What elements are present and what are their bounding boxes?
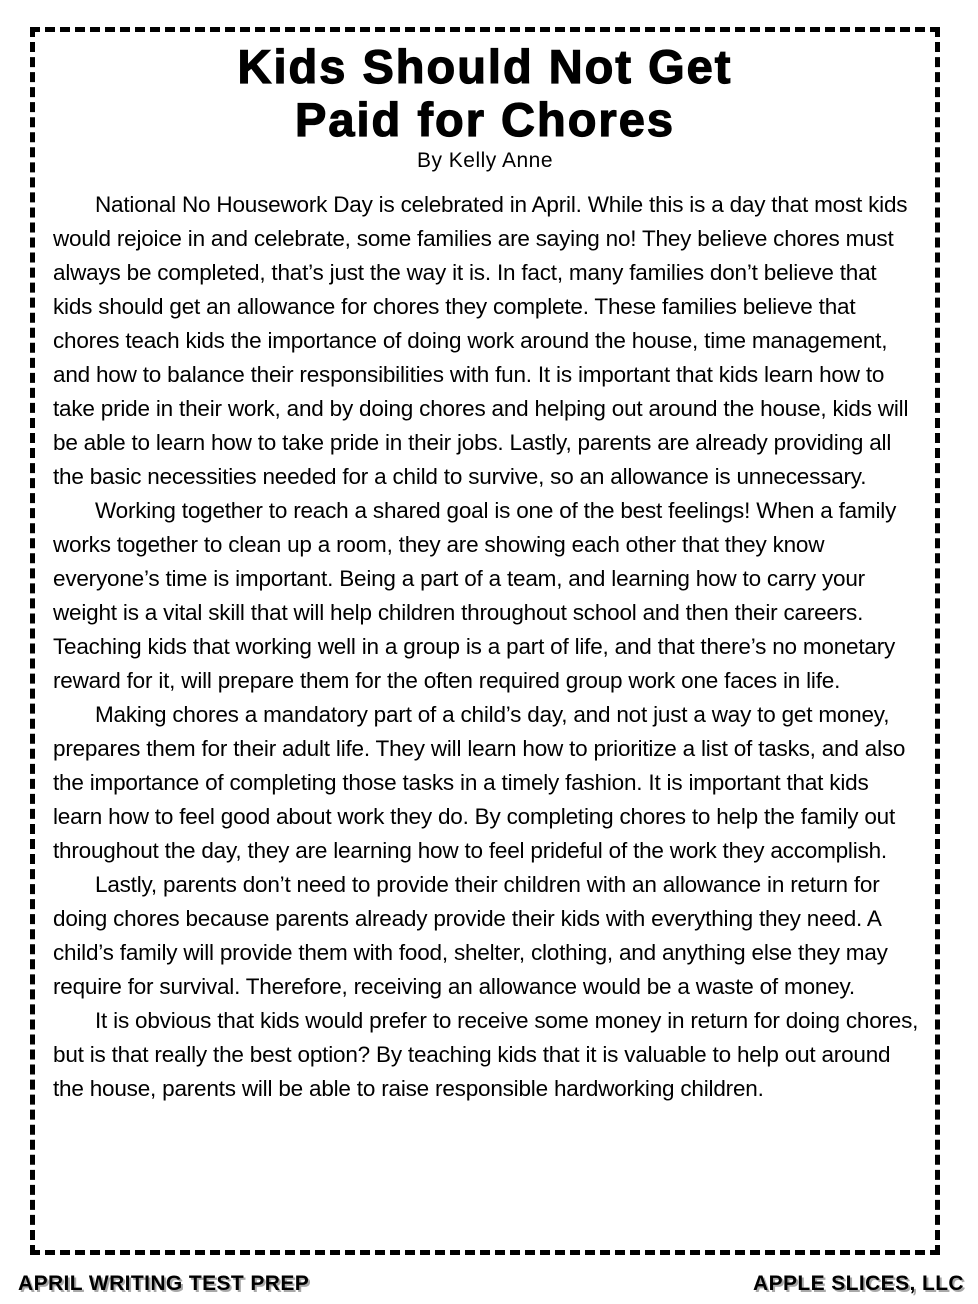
document-title (47, 40, 923, 146)
page-footer (18, 1272, 964, 1296)
paragraph-5: It is obvious that kids would prefer to receive some money in return for doing chores, but is that really the best option? By teaching kids that it is valuable to help out around the house, parents will be able to raise responsible hardworking children. (53, 1008, 919, 1101)
paragraph-4: Lastly, parents don’t need to provide their children with an allowance in return for doing chores because parents already provide their kids with everything they need. A child’s family will provide them with food, shelter, clothing, and anything else they may require for survival. Therefore, receiving an allowance would be a waste of money. (53, 872, 888, 999)
paragraph-2: Working together to reach a shared goal is one of the best feelings! When a family works together to clean up a room, they are showing each other that they know everyone’s time is important. Being a part of a team, and learning how to carry your weight is a vital skill that will help children throughout school and then their careers. Teaching kids that working well in a group is a part of life, and that there’s no monetary reward for it, will prepare them for the often required group work one faces in life. (53, 498, 897, 693)
footer-left-credit: APRIL WRITING TEST PREP (18, 1272, 310, 1295)
paragraph-3: Making chores a mandatory part of a child’s day, and not just a way to get money, prepares them for their adult life. They will learn how to prioritize a list of tasks, and also the importance of completing those tasks in a timely fashion. It is important that kids learn how to feel good about work they do. By completing chores to help the family out throughout the day, they are learning how to feel prideful of the work they accomplish. (53, 702, 906, 863)
passage-body (47, 188, 923, 1106)
dashed-border (30, 27, 940, 1255)
title-line-1: Kids Should Not Get (237, 40, 733, 93)
byline: By Kelly Anne (416, 149, 554, 172)
title-line-2: Paid for Chores (295, 93, 675, 146)
paragraph-1: National No Housework Day is celebrated in April. While this is a day that most kids would rejoice in and celebrate, some families are saying no! They believe chores must always be completed, that’s just the way it is. In fact, many families don’t believe that kids should get an allowance for chores they complete. These families believe that chores teach kids the importance of doing work around the house, time management, and how to balance their responsibilities with fun. It is important that kids learn how to take pride in their work, and by doing chores and helping out around the house, kids will be able to learn how to take pride in their jobs. Lastly, parents are already providing all the basic necessities needed for a child to survive, so an allowance is unnecessary. (53, 192, 909, 489)
footer-right-credit: APPLE SLICES, LLC (753, 1272, 964, 1295)
